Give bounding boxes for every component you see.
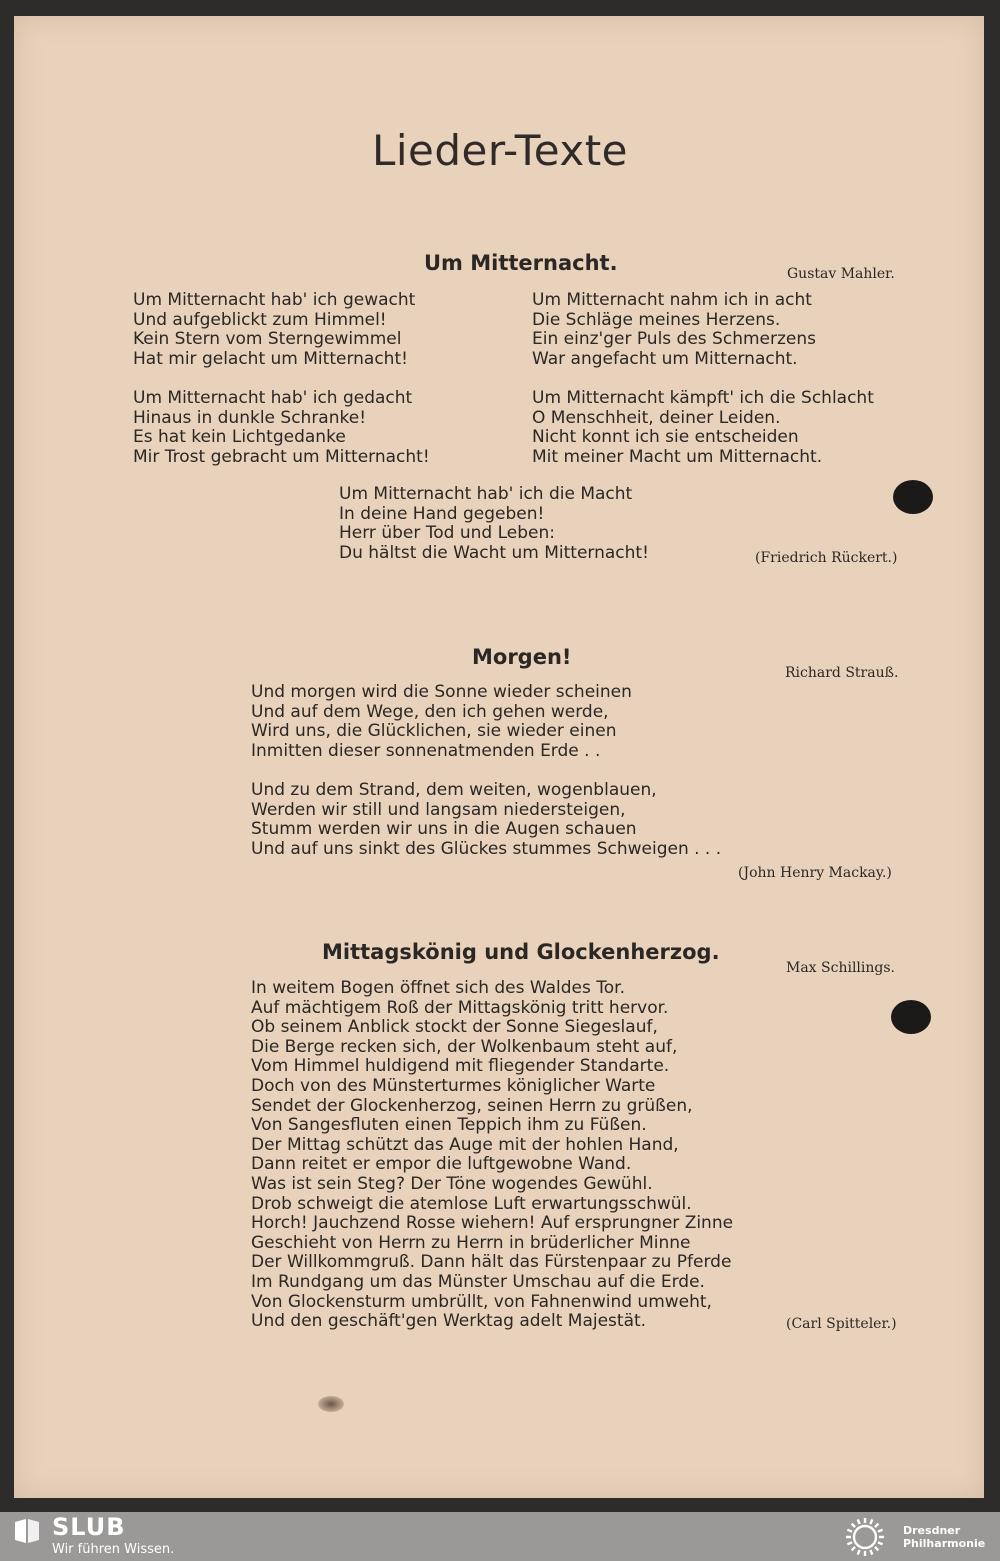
verse-line: Ob seinem Anblick stockt der Sonne Siegeslauf, <box>251 1017 658 1038</box>
song-title-um-mitternacht: Um Mitternacht. <box>424 251 618 275</box>
verse-line: Wird uns, die Glücklichen, sie wieder einen <box>251 721 617 742</box>
punch-hole <box>891 1000 931 1034</box>
verse-line: Um Mitternacht kämpft' ich die Schlacht <box>532 388 874 408</box>
verse-line: Was ist sein Steg? Der Töne wogendes Gewühl. <box>251 1173 653 1194</box>
verse-line: Kein Stern vom Sterngewimmel <box>133 329 402 350</box>
partner-name <box>903 1524 985 1550</box>
page-title: Lieder-Texte <box>371 126 629 175</box>
verse-line: In weitem Bogen öffnet sich des Waldes Tor. <box>251 978 625 998</box>
verse-line: Ein einz'ger Puls des Schmerzens <box>532 329 816 350</box>
verse-line: Der Willkommgruß. Dann hält das Fürstenpaar zu Pferde <box>251 1252 732 1273</box>
verse-line: Vom Himmel huldigend mit fliegender Standarte. <box>251 1056 670 1077</box>
stanza <box>339 485 649 563</box>
verse-line: Du hältst die Wacht um Mitternacht! <box>339 542 649 563</box>
verse-line: Mit meiner Macht um Mitternacht. <box>532 446 823 467</box>
verse-line: Stumm werden wir uns in die Augen schauen <box>251 819 637 840</box>
composer-schillings: Max Schillings. <box>786 960 895 976</box>
library-name: SLUB <box>52 1513 126 1541</box>
poet-rueckert: (Friedrich Rückert.) <box>755 550 898 566</box>
composer-mahler: Gustav Mahler. <box>787 266 895 282</box>
verse-line: Es hat kein Lichtgedanke <box>133 427 346 448</box>
ink-stain <box>318 1396 344 1412</box>
stanza <box>532 291 816 369</box>
punch-hole <box>893 480 933 514</box>
verse-line: Und zu dem Strand, dem weiten, wogenblauen, <box>251 780 657 800</box>
verse-line: Von Glockensturm umbrüllt, von Fahnenwind umweht, <box>251 1291 712 1312</box>
verse-line: Und aufgeblickt zum Himmel! <box>133 309 387 330</box>
stanza <box>251 781 721 859</box>
song-title-mittagskoenig: Mittagskönig und Glockenherzog. <box>322 940 720 964</box>
verse-line: Im Rundgang um das Münster Umschau auf die Erde. <box>251 1271 705 1292</box>
verse-line: O Menschheit, deiner Leiden. <box>532 407 781 428</box>
stanza <box>251 683 632 761</box>
verse-line: Auf mächtigem Roß der Mittagskönig tritt hervor. <box>251 997 669 1018</box>
verse-line: In deine Hand gegeben! <box>339 503 545 524</box>
verse-line: Die Schläge meines Herzens. <box>532 309 781 330</box>
philharmonie-sunburst-icon <box>840 1512 890 1561</box>
verse-line: Sendet der Glockenherzog, seinen Herrn zu grüßen, <box>251 1095 693 1116</box>
verse-line: Und auf uns sinkt des Glückes stummes Schweigen . . . <box>251 838 722 859</box>
verse-line: Um Mitternacht hab' ich gewacht <box>133 290 416 310</box>
slub-book-icon <box>12 1516 42 1546</box>
verse-line: Werden wir still und langsam niedersteigen, <box>251 799 626 820</box>
verse-line: Und morgen wird die Sonne wieder scheinen <box>251 682 632 702</box>
stanza <box>133 389 430 467</box>
verse-line: Horch! Jauchzend Rosse wiehern! Auf ersprungner Zinne <box>251 1213 734 1234</box>
verse-line: War angefacht um Mitternacht. <box>532 348 798 369</box>
verse-line: Hinaus in dunkle Schranke! <box>133 407 367 428</box>
verse-line: Nicht konnt ich sie entscheiden <box>532 427 799 448</box>
verse-line: Inmitten dieser sonnenatmenden Erde . . <box>251 740 601 761</box>
verse-line: Herr über Tod und Leben: <box>339 523 555 544</box>
stanza <box>251 979 733 1332</box>
verse-line: Hat mir gelacht um Mitternacht! <box>133 348 408 369</box>
verse-line: Mir Trost gebracht um Mitternacht! <box>133 446 430 467</box>
poet-mackay: (John Henry Mackay.) <box>738 865 892 881</box>
verse-line: Dann reitet er empor die luftgewobne Wand. <box>251 1154 632 1175</box>
poet-spitteler: (Carl Spitteler.) <box>786 1316 897 1332</box>
verse-line: Um Mitternacht hab' ich gedacht <box>133 388 413 408</box>
song-title-morgen: Morgen! <box>472 645 572 669</box>
verse-line: Um Mitternacht hab' ich die Macht <box>339 484 633 504</box>
verse-line: Von Sangesfluten einen Teppich ihm zu Füßen. <box>251 1115 647 1136</box>
stanza <box>133 291 415 369</box>
stanza <box>532 389 874 467</box>
verse-line: Die Berge recken sich, der Wolkenbaum steht auf, <box>251 1036 678 1057</box>
verse-line: Und auf dem Wege, den ich gehen werde, <box>251 701 609 722</box>
library-tagline: Wir führen Wissen. <box>52 1542 175 1557</box>
verse-line: Geschieht von Herrn zu Herrn in brüderlicher Minne <box>251 1232 691 1253</box>
partner-name-line1: Dresdner <box>903 1524 961 1537</box>
partner-name-line2: Philharmonie <box>903 1537 986 1550</box>
verse-line: Der Mittag schützt das Auge mit der hohlen Hand, <box>251 1134 679 1155</box>
verse-line: Doch von des Münsterturmes königlicher Warte <box>251 1075 656 1096</box>
verse-line: Und den geschäft'gen Werktag adelt Majestät. <box>251 1311 647 1332</box>
verse-line: Drob schweigt die atemlose Luft erwartungsschwül. <box>251 1193 692 1214</box>
verse-line: Um Mitternacht nahm ich in acht <box>532 290 812 310</box>
composer-strauss: Richard Strauß. <box>785 665 899 681</box>
